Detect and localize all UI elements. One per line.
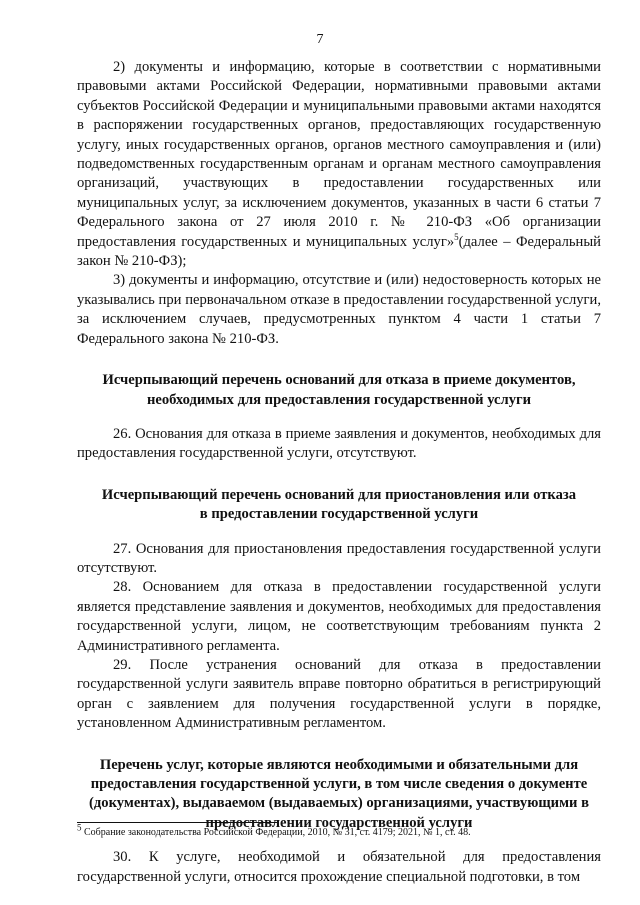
- page-number: 7: [316, 32, 324, 47]
- footnote: [77, 822, 601, 839]
- section-heading-suspension-refusal: [77, 486, 601, 525]
- footnote-text: Собрание законодательства Российской Федерации, 2010, № 31, ст. 4179; 2021, № 1, ст. 48.: [81, 827, 471, 838]
- paragraph-item-2: [77, 58, 601, 271]
- paragraph-text-cont: (далее – Федеральный закон № 210-ФЗ);: [77, 233, 601, 270]
- footnote-number: 5: [77, 822, 82, 833]
- paragraph-item-3: 3) документы и информацию, отсутствие и (или) недостоверность которых не указывались при первоначальном отказе в предоставлении государственной услуги, за исключением случаев, предусмотренных пунктом 4 части 1 статьи 7 Федерального закона № 210-ФЗ.: [77, 272, 601, 347]
- heading-line-1: Исчерпывающий перечень оснований для приостановления или отказа: [101, 486, 577, 503]
- paragraph-text: 2) документы и информацию, которые в соответствии с нормативными правовыми актами Российской Федерации, нормативными правовыми актами субъектов Российской Федерации и муниципальными правовыми актами находятся в распоряжении государственных органов, предоставляющих государственную услугу, иных государственных органов, органов местного самоуправления и (или) подведомственных государственным органам и органам местного самоуправления организаций, участвующих в предоставлении государственных или муниципальных услуг, за исключением документов, указанных в части 6 статьи 7 Федерального закона от 27 июля 2010 г. № 210-ФЗ «Об организации предоставления государственных и муниципальных услуг»: [77, 59, 601, 250]
- footnote-ref[interactable]: 5: [454, 231, 459, 242]
- paragraph-29: 29. После устранения оснований для отказа в предоставлении государственной услуги заявитель вправе повторно обратиться в регистрирующий орган с заявлением для получения государственной услуги в порядке, установленном Административным регламентом.: [77, 656, 601, 732]
- paragraph-28: 28. Основанием для отказа в предоставлении государственной услуги является представление заявления и документов, необходимых для предоставления государственной услуги, лицом, не соответствующим требованиям пункта 2 Административного регламента.: [77, 579, 601, 654]
- document-body: [77, 58, 601, 887]
- footnote-divider: [77, 822, 277, 823]
- heading-line-2: в предоставлении государственной услуги: [199, 506, 479, 523]
- paragraph-27: 27. Основания для приостановления предоставления государственной услуги отсутствуют.: [77, 540, 601, 576]
- section-heading-required-services: Перечень услуг, которые являются необходимыми и обязательными для предоставления государственной услуги, в том числе сведения о документе (документах), выдаваемом (выдаваемых) организациями, участвующими в предоставлении государственной услуги: [89, 756, 589, 831]
- section-heading-refusal-reception: Исчерпывающий перечень оснований для отказа в приеме документов, необходимых для предоставления государственной услуги: [102, 372, 576, 408]
- paragraph-30: 30. К услуге, необходимой и обязательной для предоставления государственной услуги, относится прохождение специальной подготовки, в том: [77, 849, 601, 885]
- paragraph-26: 26. Основания для отказа в приеме заявления и документов, необходимых для предоставления государственной услуги, отсутствуют.: [77, 425, 601, 462]
